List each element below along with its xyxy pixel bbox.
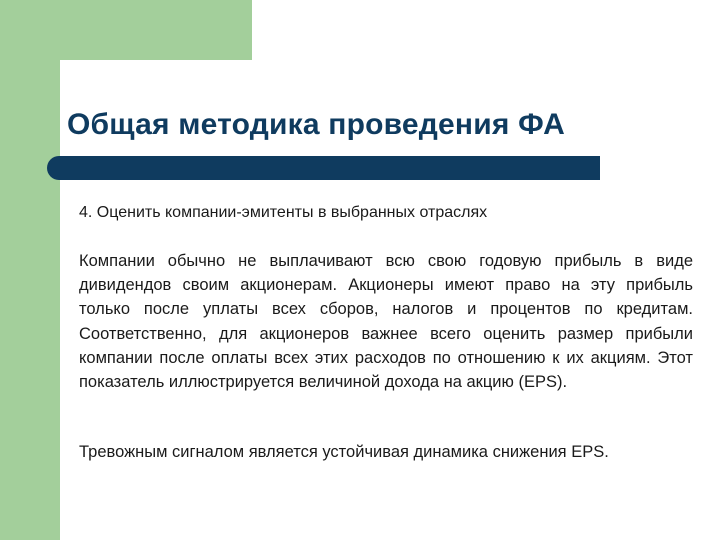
top-green-block — [0, 0, 252, 60]
left-green-band — [0, 0, 60, 540]
body-paragraph-2: Тревожным сигналом является устойчивая динамика снижения EPS. — [79, 443, 609, 461]
title-underline-bar — [47, 156, 600, 180]
slide-title: Общая методика проведения ФА — [67, 108, 566, 141]
step-heading: 4. Оценить компании-эмитенты в выбранных отраслях — [79, 204, 488, 221]
content-corner — [60, 60, 100, 100]
body-paragraph-1: Компании обычно не выплачивают всю свою годовую прибыль в виде дивидендов своим акционерам. Акционеры имеют право на эту прибыль только после уплаты всех сборов, налогов и процентов по кредитам. Соответственно, для акционеров важнее всего оценить размер прибыли компании после оплаты всех этих расходов по отношению к их акциям. Этот показатель иллюстрируется величиной дохода на акцию (EPS). — [79, 252, 693, 392]
